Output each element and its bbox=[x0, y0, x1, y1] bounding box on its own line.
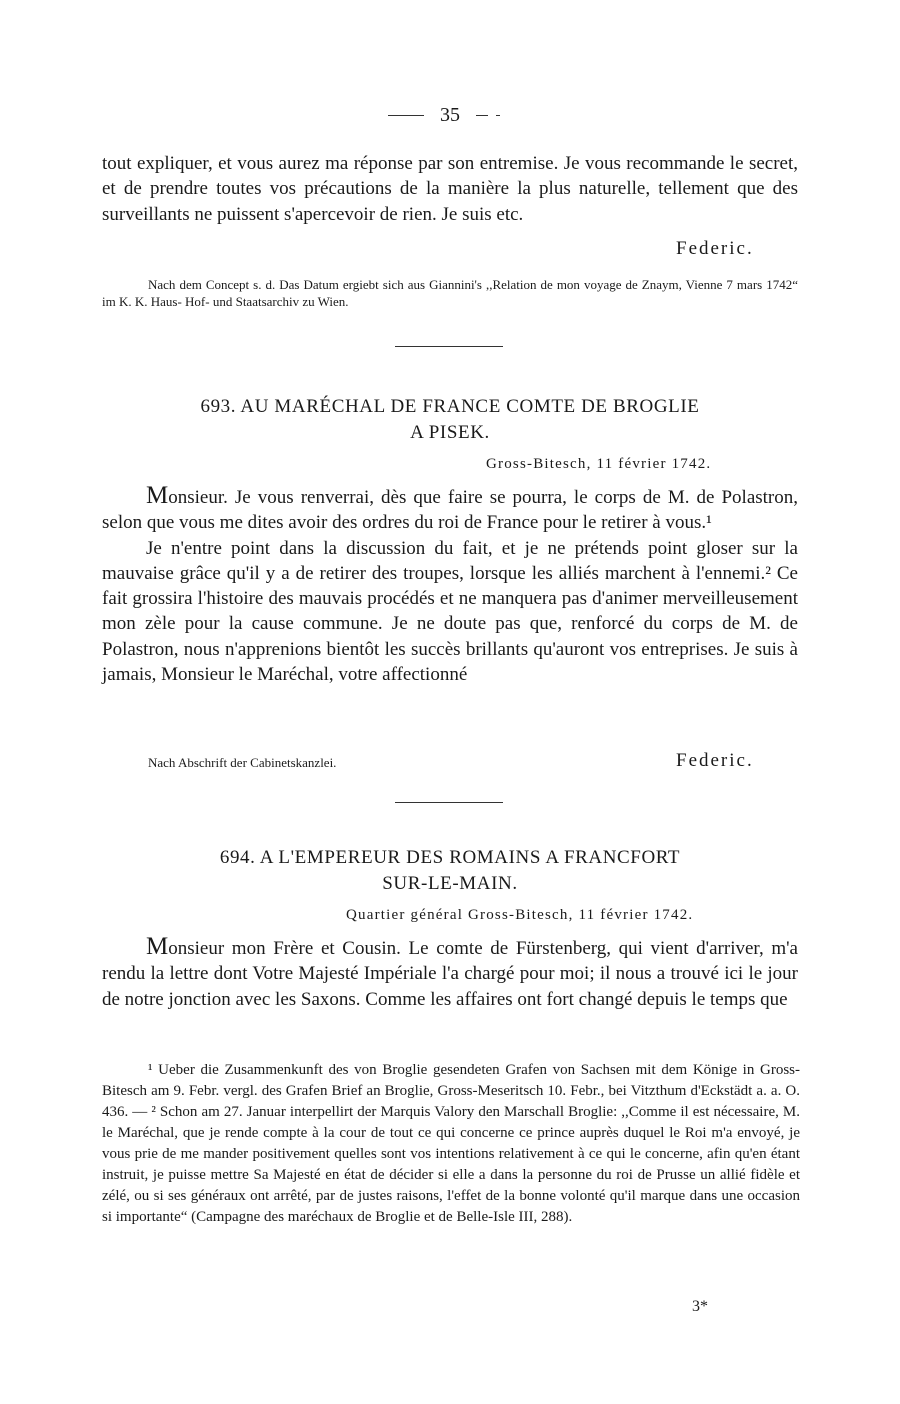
letter-693-paragraph-1 bbox=[102, 483, 798, 536]
letter-694-initial: M bbox=[146, 933, 169, 960]
letter-693-initial: M bbox=[146, 482, 169, 509]
letter-693-source-note: Nach Abschrift der Cabinetskanzlei. bbox=[148, 755, 337, 770]
page-header bbox=[0, 104, 900, 127]
letter-694-paragraph-1-text: onsieur mon Frère et Cousin. Le comte de Fürstenberg, qui vient d'arriver, m'a rendu la lettre dont Votre Majesté Impériale l'a chargé pour moi; il nous a trouvé ici le jour de notre jonction avec les Saxons. Comme les affaires ont fort changé depuis le temps que bbox=[102, 938, 798, 1010]
footnote-text: ¹ Ueber die Zusammenkunft des von Broglie gesendeten Grafen von Sachsen mit dem Könige in Gross-Bitesch am 9. Febr. vergl. des Grafen Brief an Broglie, Gross-Meseritsch 10. Febr., bei Vitzthum d'Eckstädt a. a. O. 436. — ² Schon am 27. Januar interpellirt der Marquis Valory den Marschall Broglie: ,,Comme il est nécessaire, M. le Maréchal, que je rende compte à la cour de tout ce qui concerne ce prince auprès duquel le Roi m'a envoyé, je vous prie de me mander positivement quelles sont vos intentions relativement à ce qui le concerne, afin qu'en étant instruit, je puisse mettre Sa Majesté en état de décider si elle a dans la personne du roi de Prusse un allié fidèle et zélé, ou si ses généraux ont arrêté, par de justes raisons, l'effet de la bonne volonté qu'il marque dans une occasion si importante“ (Campagne des maréchaux de Broglie et de Belle-Isle III, 288). bbox=[102, 1062, 800, 1225]
letter-693-body bbox=[102, 483, 798, 687]
letter-694-heading-line1: 694. A L'EMPEREUR DES ROMAINS A FRANCFORT bbox=[219, 847, 681, 868]
letter-693-heading bbox=[102, 394, 798, 446]
letter-693-paragraph-2: Je n'entre point dans la discussion du fait, et je ne prétends point gloser sur la mauvaise grâce qu'il y a de retirer des troupes, lorsque les alliés marchent à l'ennemi.² Ce fait grossira l'histoire des mauvais procédés et ne manquera pas d'animer merveilleusement mon zèle pour la cause commune. Je ne doute pas que, renforcé du corps de M. de Polastron, nous n'apprenions bientôt les succès brillants qu'auront vos entreprises. Je suis à jamais, Monsieur le Maréchal, votre affectionné bbox=[102, 537, 798, 686]
letter-694-dateline: Quartier général Gross-Bitesch, 11 février 1742. bbox=[346, 907, 694, 923]
letter-693-dateline: Gross-Bitesch, 11 février 1742. bbox=[486, 456, 712, 472]
letter-693-signature: Federic. bbox=[676, 750, 754, 771]
header-dash-left bbox=[388, 115, 424, 116]
continuation-source-note: Nach dem Concept s. d. Das Datum ergiebt sich aus Giannini's ,,Relation de mon voyage de Znaym, Vienne 7 mars 1742“ im K. K. Haus- Hof- und Staatsarchiv zu Wien. bbox=[102, 277, 798, 309]
header-dash-right bbox=[476, 115, 512, 116]
letter-694-heading-line2: SUR-LE-MAIN. bbox=[382, 873, 518, 894]
letter-693-heading-line2: A PISEK. bbox=[410, 422, 490, 443]
page-number: 35 bbox=[440, 104, 460, 126]
letter-694-paragraph-1 bbox=[102, 934, 798, 1012]
section-divider-2 bbox=[395, 802, 503, 803]
letter-693-heading-line1: 693. AU MARÉCHAL DE FRANCE COMTE DE BROGLIE bbox=[200, 396, 700, 417]
continuation-signature: Federic. bbox=[676, 238, 754, 259]
signature-mark: 3* bbox=[692, 1298, 708, 1315]
section-divider-1 bbox=[395, 346, 503, 347]
letter-694-body bbox=[102, 934, 798, 1012]
footnotes-block bbox=[102, 1060, 800, 1228]
letter-693-paragraph-1-text: onsieur. Je vous renverrai, dès que faire se pourra, le corps de M. de Polastron, selon que vous me dites avoir des ordres du roi de France pour le retirer à vous.¹ bbox=[102, 487, 798, 534]
continuation-text-block bbox=[102, 151, 798, 227]
continuation-paragraph: tout expliquer, et vous aurez ma réponse par son entremise. Je vous recommande le secret, et de prendre toutes vos précautions de la manière la plus naturelle, tellement que des surveillants ne puissent s'apercevoir de rien. Je suis etc. bbox=[102, 153, 798, 225]
letter-694-heading bbox=[102, 845, 798, 897]
